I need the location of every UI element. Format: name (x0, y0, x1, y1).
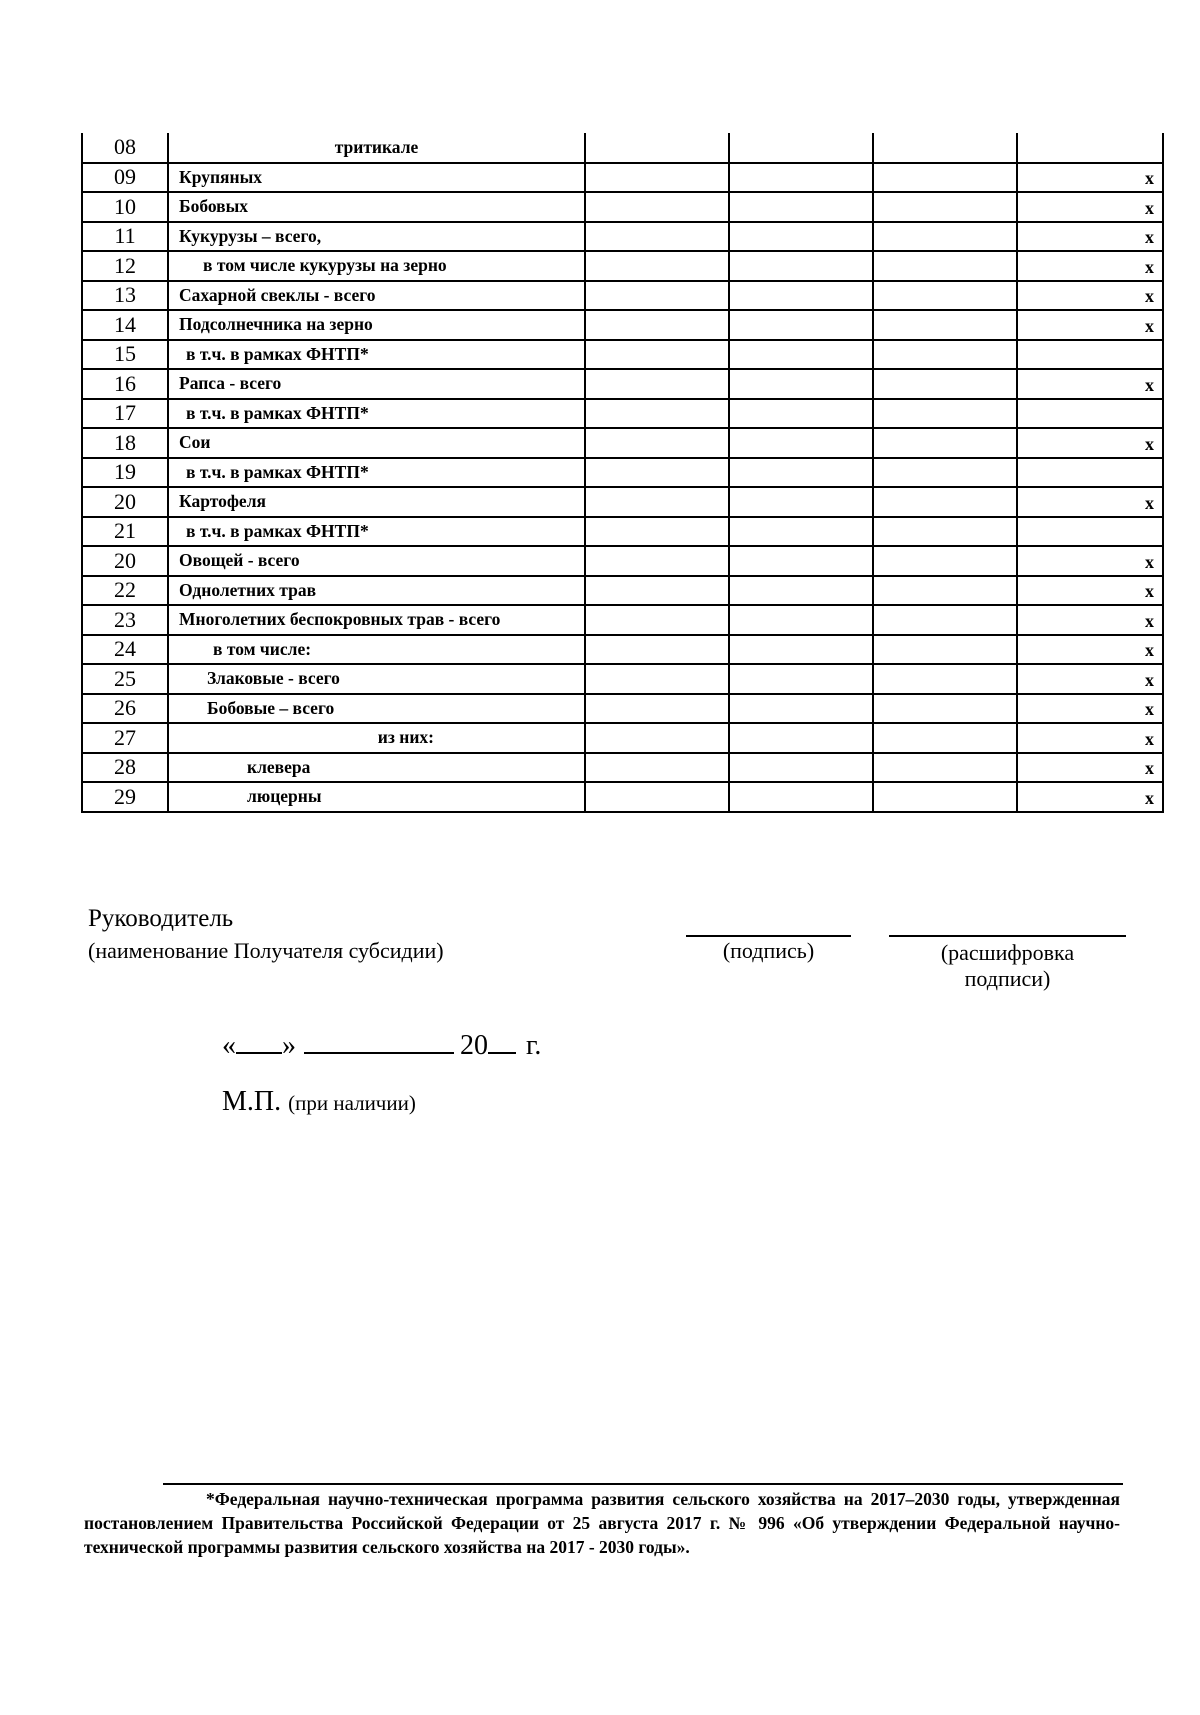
recipient-name-label: (наименование Получателя субсидии) (88, 938, 444, 963)
value-cell (873, 369, 1017, 399)
row-name: в т.ч. в рамках ФНТП* (168, 458, 585, 488)
x-cell: х (1017, 281, 1163, 311)
row-number: 26 (82, 694, 168, 724)
value-cell (585, 664, 729, 694)
value-cell (729, 487, 873, 517)
value-cell (873, 192, 1017, 222)
signature-decode-label (889, 940, 1126, 993)
value-cell (585, 428, 729, 458)
row-number: 12 (82, 251, 168, 281)
row-number: 20 (82, 546, 168, 576)
value-cell (729, 782, 873, 812)
value-cell (729, 517, 873, 547)
row-name: клевера (168, 753, 585, 783)
table-row (82, 605, 1163, 635)
table-row (82, 369, 1163, 399)
date-month-blank (304, 1030, 454, 1054)
value-cell (729, 576, 873, 606)
table-row (82, 723, 1163, 753)
stamp-note: (при наличии) (288, 1091, 416, 1115)
value-cell (729, 428, 873, 458)
row-number: 09 (82, 163, 168, 193)
value-cell (873, 517, 1017, 547)
row-name: Подсолнечника на зерно (168, 310, 585, 340)
table-row (82, 664, 1163, 694)
stamp-main: М.П. (222, 1086, 282, 1117)
footnote-text: *Федеральная научно-техническая программа развития сельского хозяйства на 2017–2030 годы, утвержденная постановлением Правительства Российской Федерации от 25 августа 2017 г. № 996 «Об утверждении Федеральной научно-технической программы развития сельского хозяйства на 2017 - 2030 годы». (84, 1489, 1120, 1557)
value-cell (873, 310, 1017, 340)
value-cell (873, 133, 1017, 163)
x-cell: х (1017, 251, 1163, 281)
row-name: Злаковые - всего (168, 664, 585, 694)
value-cell (873, 576, 1017, 606)
x-cell: х (1017, 222, 1163, 252)
table-row (82, 487, 1163, 517)
x-cell: х (1017, 782, 1163, 812)
value-cell (873, 546, 1017, 576)
row-number: 28 (82, 753, 168, 783)
x-cell: х (1017, 635, 1163, 665)
value-cell (585, 546, 729, 576)
row-name: Сахарной свеклы - всего (168, 281, 585, 311)
table-row (82, 163, 1163, 193)
signature-line (686, 935, 851, 937)
value-cell (729, 605, 873, 635)
table-row (82, 576, 1163, 606)
row-name: Бобовые – всего (168, 694, 585, 724)
table-row (82, 133, 1163, 163)
row-number: 16 (82, 369, 168, 399)
table-row (82, 694, 1163, 724)
date-year-prefix: 20 (460, 1030, 488, 1061)
value-cell (585, 723, 729, 753)
row-name: Рапса - всего (168, 369, 585, 399)
value-cell (585, 222, 729, 252)
row-number: 27 (82, 723, 168, 753)
value-cell (585, 605, 729, 635)
value-cell (585, 340, 729, 370)
value-cell (873, 222, 1017, 252)
value-cell (873, 251, 1017, 281)
table-row (82, 222, 1163, 252)
value-cell (873, 694, 1017, 724)
row-number: 21 (82, 517, 168, 547)
value-cell (729, 399, 873, 429)
date-close-quote: » (282, 1030, 296, 1061)
x-cell: х (1017, 310, 1163, 340)
value-cell (585, 753, 729, 783)
value-cell (585, 310, 729, 340)
row-name: Бобовых (168, 192, 585, 222)
row-name: в т.ч. в рамках ФНТП* (168, 340, 585, 370)
value-cell (585, 635, 729, 665)
row-name: Кукурузы – всего, (168, 222, 585, 252)
table-row (82, 399, 1163, 429)
row-name: Многолетних беспокровных трав - всего (168, 605, 585, 635)
row-name: Сои (168, 428, 585, 458)
stamp-place (222, 1088, 416, 1116)
table-row (82, 517, 1163, 547)
value-cell (585, 281, 729, 311)
row-number: 29 (82, 782, 168, 812)
crop-table (81, 133, 1164, 813)
value-cell (729, 753, 873, 783)
value-cell (873, 782, 1017, 812)
value-cell (729, 458, 873, 488)
x-cell: х (1017, 369, 1163, 399)
value-cell (729, 340, 873, 370)
value-cell (729, 251, 873, 281)
date-year-blank (488, 1030, 516, 1054)
row-name: Овощей - всего (168, 546, 585, 576)
x-cell: х (1017, 753, 1163, 783)
value-cell (585, 517, 729, 547)
row-number: 08 (82, 133, 168, 163)
table-row (82, 310, 1163, 340)
table-row (82, 281, 1163, 311)
value-cell (585, 369, 729, 399)
value-cell (873, 635, 1017, 665)
table-row (82, 192, 1163, 222)
value-cell (585, 782, 729, 812)
signature-label: (подпись) (722, 938, 815, 963)
row-name: Крупяных (168, 163, 585, 193)
row-number: 17 (82, 399, 168, 429)
row-name: Однолетних трав (168, 576, 585, 606)
row-number: 24 (82, 635, 168, 665)
value-cell (873, 605, 1017, 635)
table-row (82, 546, 1163, 576)
x-cell (1017, 458, 1163, 488)
row-name: в т.ч. в рамках ФНТП* (168, 399, 585, 429)
date-suffix: г. (526, 1030, 542, 1061)
x-cell: х (1017, 546, 1163, 576)
row-name: в т.ч. в рамках ФНТП* (168, 517, 585, 547)
signature-decode-line (889, 935, 1126, 937)
row-name: люцерны (168, 782, 585, 812)
x-cell: х (1017, 192, 1163, 222)
value-cell (729, 664, 873, 694)
x-cell (1017, 340, 1163, 370)
x-cell: х (1017, 664, 1163, 694)
value-cell (585, 192, 729, 222)
value-cell (873, 340, 1017, 370)
value-cell (585, 458, 729, 488)
table-row (82, 782, 1163, 812)
value-cell (585, 694, 729, 724)
table-row (82, 251, 1163, 281)
value-cell (729, 369, 873, 399)
value-cell (585, 576, 729, 606)
row-name: тритикале (168, 133, 585, 163)
value-cell (585, 163, 729, 193)
value-cell (585, 399, 729, 429)
table-row (82, 635, 1163, 665)
value-cell (729, 694, 873, 724)
table-row (82, 458, 1163, 488)
row-number: 15 (82, 340, 168, 370)
value-cell (729, 546, 873, 576)
value-cell (729, 133, 873, 163)
value-cell (729, 163, 873, 193)
x-cell (1017, 517, 1163, 547)
x-cell: х (1017, 487, 1163, 517)
row-number: 11 (82, 222, 168, 252)
x-cell: х (1017, 163, 1163, 193)
x-cell: х (1017, 428, 1163, 458)
signatory-title: Руководитель (88, 905, 234, 932)
value-cell (873, 723, 1017, 753)
row-name: из них: (168, 723, 585, 753)
footnote-divider (163, 1483, 1123, 1485)
row-number: 19 (82, 458, 168, 488)
row-number: 13 (82, 281, 168, 311)
row-name: в том числе кукурузы на зерно (168, 251, 585, 281)
value-cell (585, 133, 729, 163)
x-cell (1017, 399, 1163, 429)
value-cell (729, 310, 873, 340)
row-name: в том числе: (168, 635, 585, 665)
value-cell (585, 251, 729, 281)
row-number: 23 (82, 605, 168, 635)
value-cell (873, 664, 1017, 694)
value-cell (729, 222, 873, 252)
value-cell (585, 487, 729, 517)
row-name: Картофеля (168, 487, 585, 517)
value-cell (873, 399, 1017, 429)
signature-decode-line1: (расшифровка (940, 940, 1075, 965)
x-cell (1017, 133, 1163, 163)
x-cell: х (1017, 576, 1163, 606)
row-number: 25 (82, 664, 168, 694)
row-number: 22 (82, 576, 168, 606)
value-cell (729, 635, 873, 665)
value-cell (873, 163, 1017, 193)
row-number: 18 (82, 428, 168, 458)
value-cell (873, 458, 1017, 488)
signature-decode-line2: подписи) (964, 966, 1051, 992)
value-cell (873, 487, 1017, 517)
table-row (82, 428, 1163, 458)
date-open-quote: « (222, 1030, 236, 1061)
x-cell: х (1017, 723, 1163, 753)
value-cell (729, 281, 873, 311)
x-cell: х (1017, 605, 1163, 635)
date-day-blank (236, 1030, 282, 1054)
value-cell (873, 281, 1017, 311)
value-cell (729, 192, 873, 222)
row-number: 14 (82, 310, 168, 340)
x-cell: х (1017, 694, 1163, 724)
row-number: 10 (82, 192, 168, 222)
table-row (82, 753, 1163, 783)
value-cell (873, 753, 1017, 783)
value-cell (729, 723, 873, 753)
table-row (82, 340, 1163, 370)
row-number: 20 (82, 487, 168, 517)
value-cell (873, 428, 1017, 458)
date-line (222, 1030, 541, 1060)
